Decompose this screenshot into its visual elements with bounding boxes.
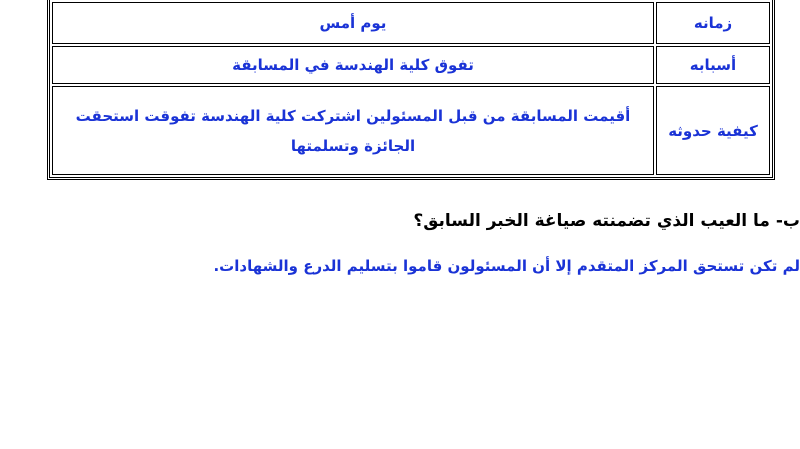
table-row-how (52, 86, 770, 175)
row-label-causes: أسبابه (656, 46, 770, 84)
table-row-time (52, 2, 770, 44)
news-analysis-table (50, 0, 772, 177)
row-label-time: زمانه (656, 2, 770, 44)
answer-text: لم تكن تستحق المركز المتقدم إلا أن المسئولون قاموا بتسليم الدرع والشهادات. (213, 257, 800, 275)
row-value-how: أقيمت المسابقة من قبل المسئولين اشتركت كلية الهندسة تفوقت استحقت الجائزة وتسلمتها (52, 86, 654, 175)
row-value-causes: تفوق كلية الهندسة في المسابقة (52, 46, 654, 84)
news-analysis-table-frame (47, 0, 775, 180)
row-value-time: يوم أمس (52, 2, 654, 44)
table-row-causes (52, 46, 770, 84)
row-label-how: كيفية حدوثه (656, 86, 770, 175)
question-text: ب- ما العيب الذي تضمنته صياغة الخبر السابق؟ (413, 211, 800, 231)
